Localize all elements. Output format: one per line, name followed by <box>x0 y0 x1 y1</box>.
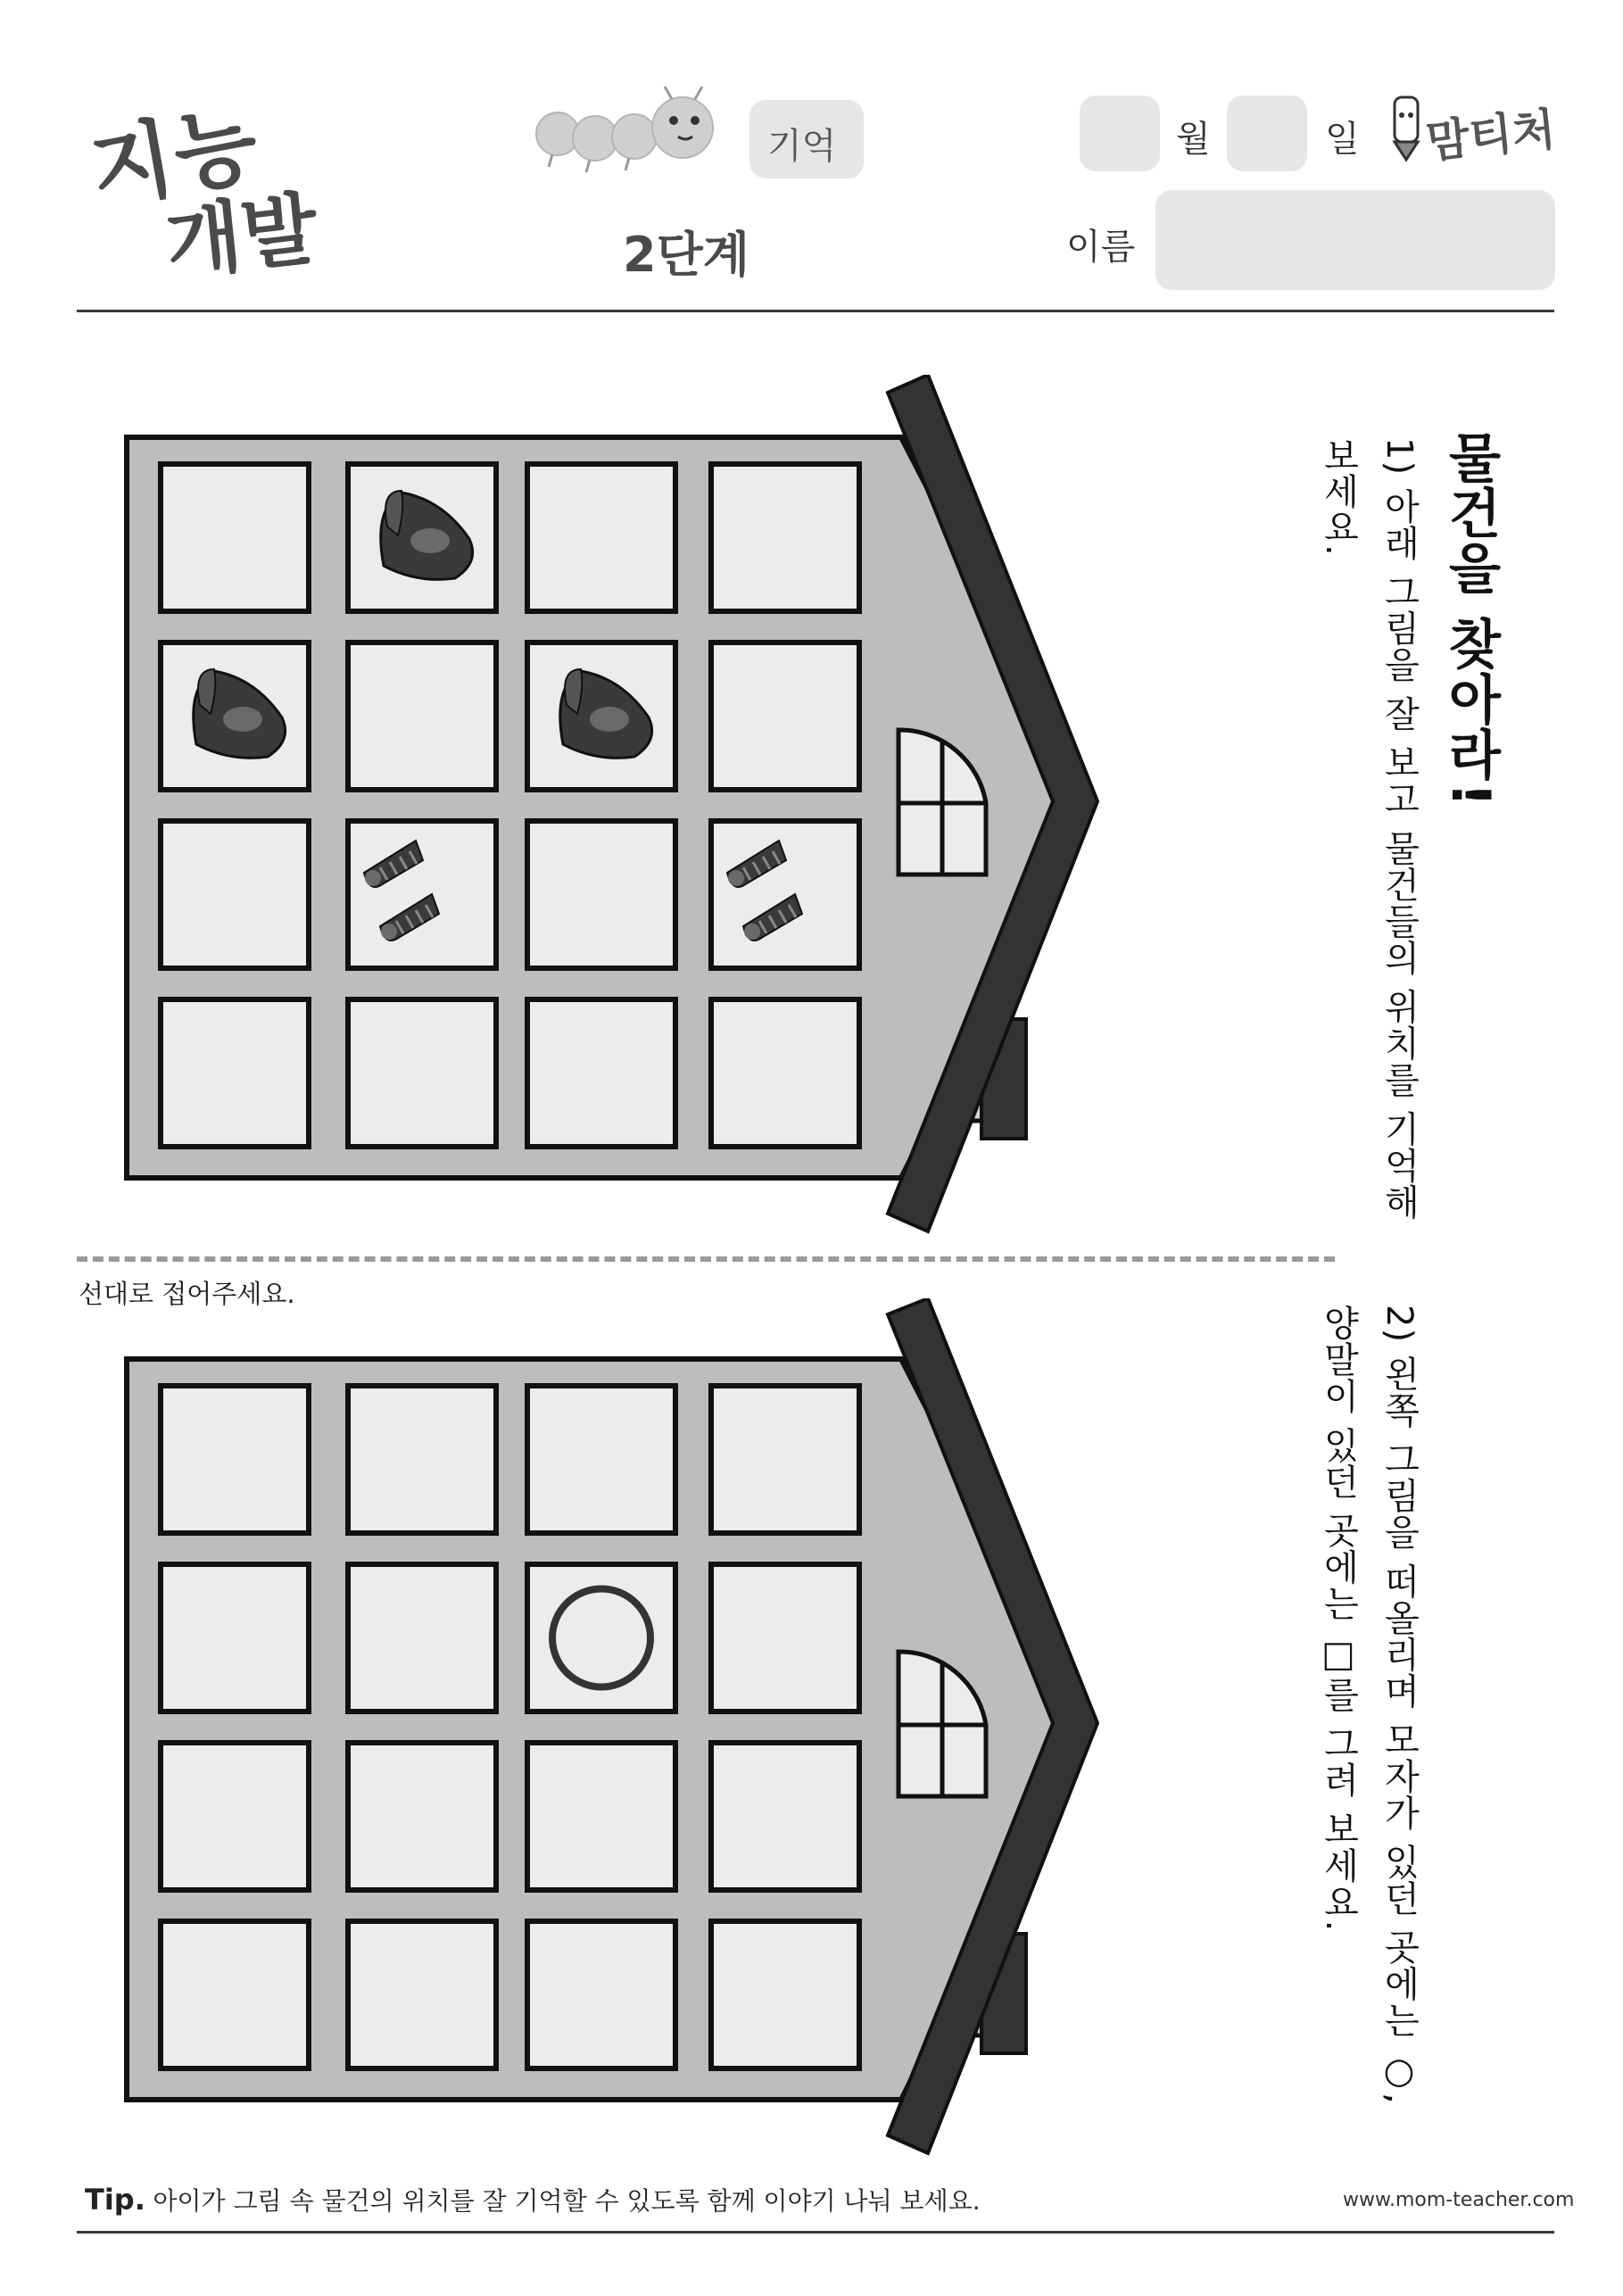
fold-instruction: 선대로 접어주세요. <box>79 1279 295 1309</box>
tip <box>85 2182 981 2217</box>
window-cell[interactable] <box>348 1564 496 1712</box>
window-cell[interactable] <box>711 1386 859 1533</box>
window-cell[interactable] <box>161 999 309 1147</box>
footer-divider <box>77 2231 1554 2234</box>
pencil-mascot-icon <box>1386 92 1427 163</box>
month-field[interactable] <box>1080 95 1160 171</box>
window-cell[interactable] <box>348 1386 496 1533</box>
fold-line <box>77 1256 1335 1262</box>
window-cell[interactable] <box>161 464 309 611</box>
window-cell[interactable] <box>711 1564 859 1712</box>
name-label: 이름 <box>1066 227 1136 268</box>
window-cell[interactable] <box>348 1743 496 1890</box>
window-cell[interactable] <box>161 1564 309 1712</box>
window-cell[interactable] <box>527 1386 675 1533</box>
website-url: www.mom-teacher.com <box>1343 2189 1575 2211</box>
house-recall <box>116 1298 1106 2168</box>
logo-line-1: 지능 <box>83 93 268 221</box>
window-cell[interactable] <box>711 1921 859 2068</box>
window-cell[interactable] <box>161 642 309 790</box>
header-divider <box>77 310 1554 312</box>
window-cell[interactable] <box>348 642 496 790</box>
instruction-1-line-1: 1) 아래 그림을 잘 보고 물건들의 위치를 기억해 <box>1379 437 1420 1221</box>
window-cell[interactable] <box>711 642 859 790</box>
window-cell[interactable] <box>527 1921 675 2068</box>
window-cell[interactable] <box>527 642 675 790</box>
window-cell[interactable] <box>161 1743 309 1890</box>
caterpillar-icon <box>531 85 763 183</box>
window-cell[interactable] <box>711 1743 859 1890</box>
window-cell[interactable] <box>161 1921 309 2068</box>
instruction-1-line-2: 보세요. <box>1318 437 1359 556</box>
window-cell[interactable] <box>711 464 859 611</box>
window-cell[interactable] <box>348 1921 496 2068</box>
window-cell[interactable] <box>711 999 859 1147</box>
name-field[interactable] <box>1155 190 1555 290</box>
window-cell[interactable] <box>527 1743 675 1890</box>
month-label: 월 <box>1176 119 1211 160</box>
window-cell[interactable] <box>348 464 496 611</box>
category-tag-label: 기억 <box>767 126 837 167</box>
house-memorize <box>116 375 1106 1245</box>
day-label: 일 <box>1325 119 1360 160</box>
window-cell[interactable] <box>161 821 309 968</box>
category-tag <box>749 100 864 178</box>
instruction-2-line-2: 양말이 있던 곳에는 □를 그려 보세요. <box>1318 1305 1359 1933</box>
tip-label: Tip. <box>85 2183 145 2217</box>
window-cell[interactable] <box>348 999 496 1147</box>
window-cell[interactable] <box>161 1386 309 1533</box>
instruction-2-line-1: 2) 왼쪽 그림을 떠올리며 모자가 있던 곳에는 ○, <box>1379 1305 1420 2105</box>
tip-text: 아이가 그림 속 물건의 위치를 잘 기억할 수 있도록 함께 이야기 나눠 보세요. <box>153 2186 981 2216</box>
window-cell[interactable] <box>527 464 675 611</box>
level-label: 2단계 <box>623 227 749 283</box>
window-cell[interactable] <box>527 1564 675 1712</box>
logo-line-2: 개발 <box>161 182 322 290</box>
day-field[interactable] <box>1227 95 1307 171</box>
window-cell[interactable] <box>711 821 859 968</box>
brand-logo: 맘티처 <box>1423 103 1558 169</box>
worksheet-title: 물건을 찾아라! <box>1439 430 1502 809</box>
window-cell[interactable] <box>348 821 496 968</box>
window-cell[interactable] <box>527 821 675 968</box>
window-cell[interactable] <box>527 999 675 1147</box>
